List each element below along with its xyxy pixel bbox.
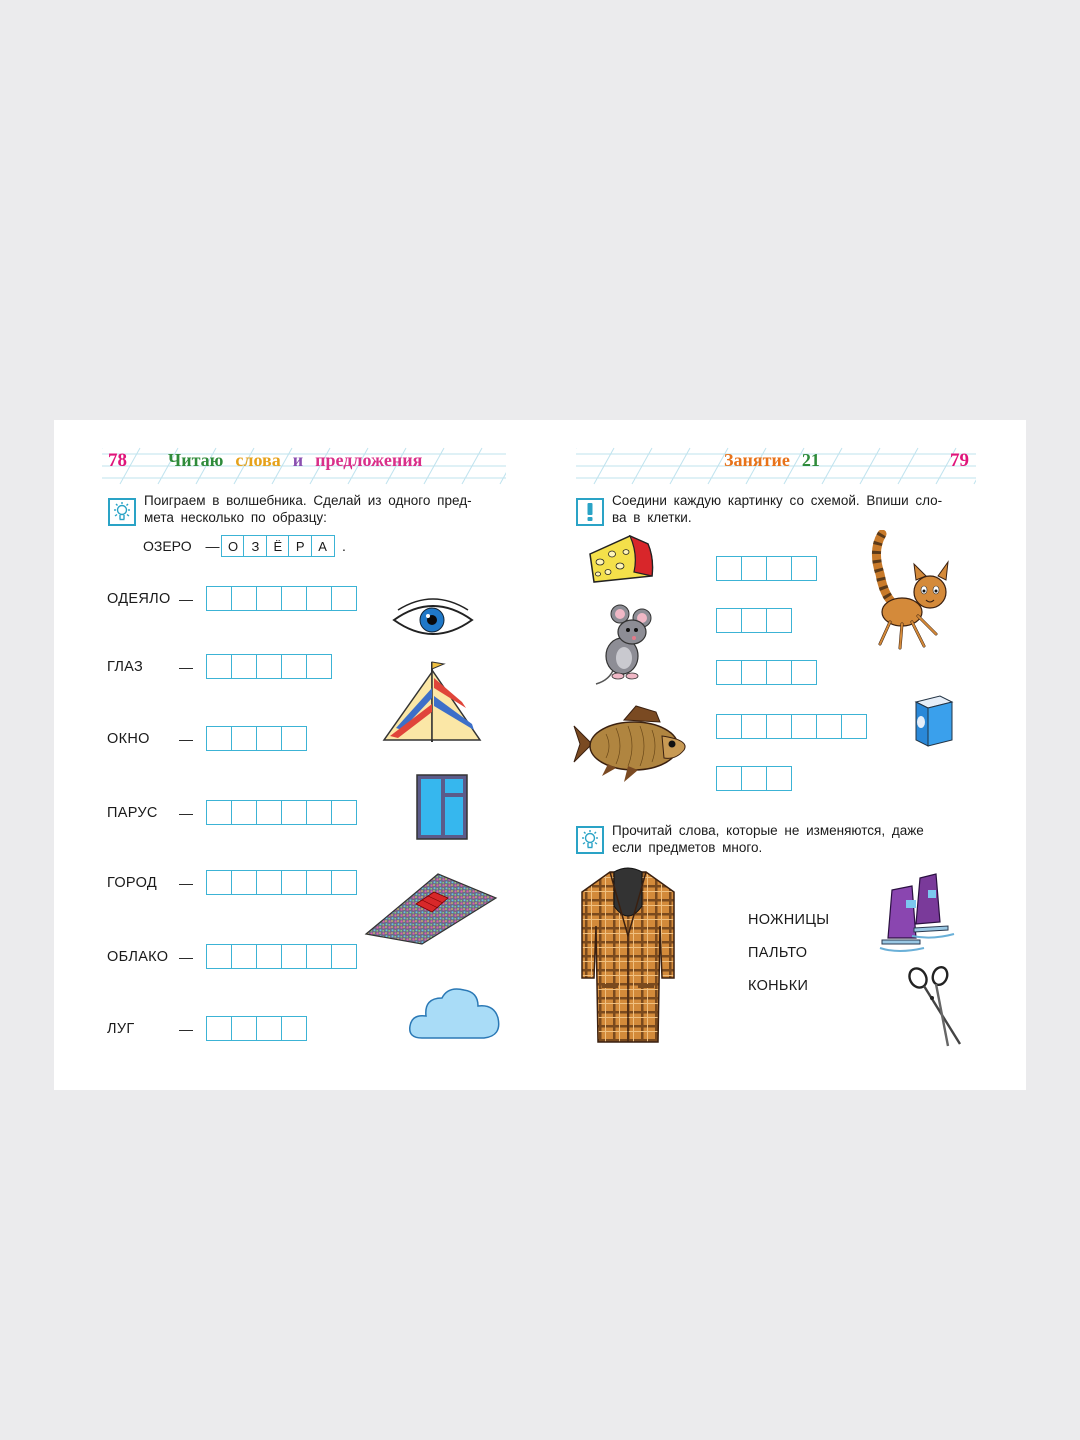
answer-cell[interactable] — [331, 870, 358, 895]
exercise-word: ЛУГ — [107, 1021, 135, 1037]
sample-letter-cell: Ё — [266, 535, 290, 557]
sample-cells — [221, 535, 335, 557]
task-line: Поиграем в волшебника. Сделай из одного пред- — [144, 493, 472, 508]
answer-cells — [206, 726, 307, 751]
exercise-dash: — — [179, 1021, 193, 1037]
exclamation-icon — [576, 498, 604, 526]
exercise-word: ГОРОД — [107, 875, 157, 891]
scheme-cell[interactable] — [716, 766, 743, 791]
cat-picture — [858, 530, 966, 654]
answer-cell[interactable] — [256, 870, 283, 895]
scheme-cells — [716, 556, 817, 581]
right-page — [540, 420, 1026, 1090]
scheme-cell[interactable] — [766, 714, 793, 739]
scheme-cells — [716, 608, 792, 633]
answer-cell[interactable] — [206, 800, 233, 825]
exercise-word: ОДЕЯЛО — [107, 591, 171, 607]
sample-row — [143, 538, 220, 554]
answer-cells — [206, 800, 357, 825]
coat-picture — [580, 866, 676, 1046]
answer-cell[interactable] — [231, 586, 258, 611]
scheme-cell[interactable] — [741, 608, 768, 633]
answer-cell[interactable] — [281, 800, 308, 825]
scheme-cell[interactable] — [741, 660, 768, 685]
answer-cell[interactable] — [231, 870, 258, 895]
answer-cell[interactable] — [231, 726, 258, 751]
answer-cells — [206, 586, 357, 611]
scheme-cells — [716, 766, 792, 791]
title-word: слова — [235, 450, 281, 470]
window-picture — [416, 774, 468, 840]
answer-cell[interactable] — [331, 944, 358, 969]
answer-cell[interactable] — [256, 654, 283, 679]
eye-picture — [392, 598, 474, 642]
scissors-picture — [904, 964, 968, 1048]
answer-cells — [206, 1016, 307, 1041]
page-number: 78 — [108, 450, 127, 471]
title-word: предложения — [315, 450, 423, 470]
task-instruction — [612, 822, 972, 856]
exercise-word: ГЛАЗ — [107, 659, 144, 675]
answer-cell[interactable] — [206, 1016, 233, 1041]
answer-cell[interactable] — [306, 870, 333, 895]
answer-cell[interactable] — [256, 726, 283, 751]
mouse-picture — [590, 602, 660, 690]
scheme-cells — [716, 660, 817, 685]
scheme-cell[interactable] — [716, 660, 743, 685]
answer-cell[interactable] — [306, 800, 333, 825]
answer-cell[interactable] — [331, 800, 358, 825]
exercise-dash: — — [179, 949, 193, 965]
scheme-cell[interactable] — [741, 556, 768, 581]
answer-cell[interactable] — [281, 1016, 308, 1041]
answer-cell[interactable] — [331, 586, 358, 611]
scheme-cell[interactable] — [816, 714, 843, 739]
cloud-picture — [408, 984, 502, 1042]
lesson-title — [724, 450, 820, 471]
scheme-cell[interactable] — [841, 714, 868, 739]
answer-cell[interactable] — [281, 654, 308, 679]
answer-cell[interactable] — [306, 944, 333, 969]
answer-cell[interactable] — [206, 586, 233, 611]
exercise-word: ОБЛАКО — [107, 949, 169, 965]
task-instruction — [612, 492, 972, 526]
sample-word: ОЗЕРО — [143, 538, 192, 554]
title-word: и — [292, 450, 304, 470]
exercise-word: ПАРУС — [107, 805, 158, 821]
sample-end: . — [342, 538, 346, 554]
page-number: 79 — [950, 450, 969, 471]
fish-picture — [572, 704, 692, 786]
exercise-dash: — — [179, 731, 193, 747]
sail-picture — [382, 658, 482, 744]
sample-letter-cell: З — [243, 535, 267, 557]
answer-cell[interactable] — [281, 586, 308, 611]
lightbulb-icon — [108, 498, 136, 526]
sample-letter-cell: Р — [288, 535, 312, 557]
scheme-cell[interactable] — [766, 608, 793, 633]
exercise-dash: — — [179, 875, 193, 891]
meadow-picture — [364, 872, 498, 946]
answer-cell[interactable] — [281, 726, 308, 751]
scheme-cell[interactable] — [766, 766, 793, 791]
answer-cell[interactable] — [256, 1016, 283, 1041]
exercise-dash: — — [179, 659, 193, 675]
answer-cell[interactable] — [256, 944, 283, 969]
scheme-cell[interactable] — [791, 660, 818, 685]
milk-box-picture — [912, 692, 956, 748]
scheme-cell[interactable] — [741, 714, 768, 739]
book-spread — [54, 420, 1026, 1090]
answer-cell[interactable] — [306, 654, 333, 679]
answer-cell[interactable] — [281, 870, 308, 895]
sample-letter-cell: А — [311, 535, 335, 557]
scheme-cell[interactable] — [791, 714, 818, 739]
answer-cell[interactable] — [306, 586, 333, 611]
lightbulb-icon — [576, 826, 604, 854]
task-instruction — [144, 492, 506, 526]
answer-cell[interactable] — [231, 800, 258, 825]
answer-cell[interactable] — [231, 1016, 258, 1041]
word-item: КОНЬКИ — [748, 978, 809, 994]
answer-cell[interactable] — [231, 944, 258, 969]
scheme-cell[interactable] — [716, 608, 743, 633]
answer-cells — [206, 654, 332, 679]
answer-cells — [206, 944, 357, 969]
scheme-cells — [716, 714, 867, 739]
sample-dash: — — [205, 538, 220, 554]
title-word: 21 — [801, 450, 820, 470]
left-page — [54, 420, 540, 1090]
answer-cell[interactable] — [256, 800, 283, 825]
scheme-cell[interactable] — [716, 556, 743, 581]
skates-picture — [878, 868, 962, 960]
scheme-cell[interactable] — [791, 556, 818, 581]
task-line: Соедини каждую картинку со схемой. Впиши сло- — [612, 493, 943, 508]
section-title — [168, 450, 422, 471]
scheme-cell[interactable] — [741, 766, 768, 791]
exercise-dash: — — [179, 805, 193, 821]
answer-cell[interactable] — [206, 870, 233, 895]
answer-cell[interactable] — [256, 586, 283, 611]
title-word: Занятие — [724, 450, 790, 470]
sample-letter-cell: О — [221, 535, 245, 557]
scheme-cell[interactable] — [766, 660, 793, 685]
scheme-cell[interactable] — [766, 556, 793, 581]
word-item: НОЖНИЦЫ — [748, 912, 830, 928]
title-word: Читаю — [168, 450, 224, 470]
scheme-cell[interactable] — [716, 714, 743, 739]
answer-cell[interactable] — [206, 726, 233, 751]
answer-cell[interactable] — [231, 654, 258, 679]
task-line: ва в клетки. — [612, 510, 692, 525]
answer-cell[interactable] — [206, 654, 233, 679]
exercise-word: ОКНО — [107, 731, 150, 747]
task-line: Прочитай слова, которые не изменяются, даже — [612, 823, 924, 838]
answer-cell[interactable] — [281, 944, 308, 969]
answer-cells — [206, 870, 357, 895]
cheese-picture — [586, 532, 656, 590]
exercise-dash: — — [179, 591, 193, 607]
task-line: мета несколько по образцу: — [144, 510, 327, 525]
answer-cell[interactable] — [206, 944, 233, 969]
task-line: если предметов много. — [612, 840, 763, 855]
word-item: ПАЛЬТО — [748, 945, 808, 961]
